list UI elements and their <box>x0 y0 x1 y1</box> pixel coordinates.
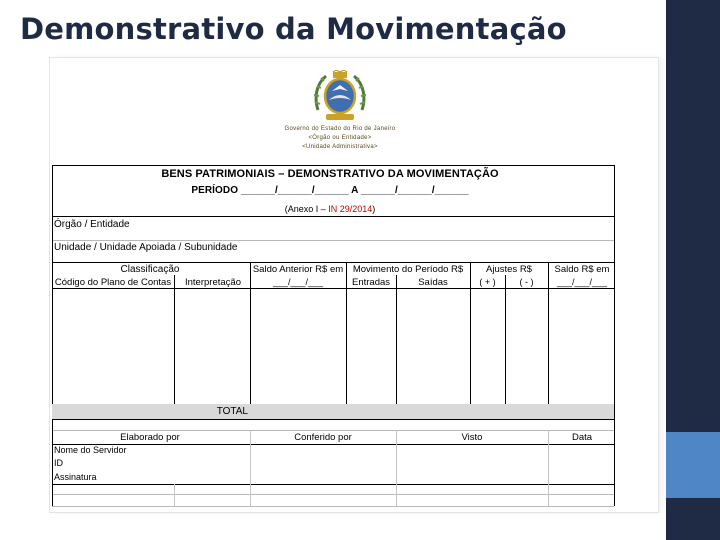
anexo-suffix: ) <box>372 204 376 214</box>
rule-left <box>52 165 53 506</box>
saldo-em-header: Saldo R$ em <box>554 264 610 275</box>
saldo-anterior-date: ___/___/___ <box>272 277 324 287</box>
gov-line-orgao: <Órgão ou Entidade> <box>308 135 372 141</box>
movimento-header: Movimento do Período R$ <box>352 264 464 275</box>
elaborado-label: Elaborado por <box>120 432 180 443</box>
total-label: TOTAL <box>216 406 248 417</box>
rule-table-top <box>52 262 614 263</box>
rule-orgao-top <box>52 216 614 217</box>
sig-col-extra <box>174 484 175 506</box>
id-label: ID <box>54 458 63 468</box>
saidas-header: Saídas <box>418 277 448 288</box>
form-title: BENS PATRIMONIAIS – DEMONSTRATIVO DA MOVIMENTAÇÃO <box>161 168 499 180</box>
period-line: PERÍODO ______/______/______ A ______/______/______ <box>191 185 469 196</box>
conferido-label: Conferido por <box>294 432 352 443</box>
rule-extra <box>52 494 614 495</box>
rule-title-top <box>52 165 614 166</box>
rule-total-bottom <box>52 419 614 420</box>
data-label: Data <box>571 432 593 443</box>
rule-sig-bottom <box>52 484 614 485</box>
orgao-label: Órgão / Entidade <box>54 219 130 230</box>
rule-sig-top <box>52 430 614 431</box>
col-saidas-divider <box>396 275 397 404</box>
unidade-label: Unidade / Unidade Apoiada / Subunidade <box>54 242 238 253</box>
gov-line-state: Governo do Estado do Rio de Janeiro <box>284 126 396 132</box>
state-crest-icon <box>312 70 368 124</box>
right-accent-block <box>666 432 720 498</box>
assinatura-label: Assinatura <box>54 472 97 482</box>
nome-servidor-label: Nome do Servidor <box>54 445 127 455</box>
visto-label: Visto <box>461 432 483 443</box>
interpretacao-header: Interpretação <box>185 277 241 288</box>
rule-right <box>614 165 615 506</box>
rule-extra-2 <box>52 506 614 507</box>
gov-line-unidade: <Unidade Administrativa> <box>302 144 378 150</box>
ajuste-plus-header: ( + ) <box>479 277 496 287</box>
classificacao-header: Classificação <box>120 264 180 275</box>
codigo-header: Código do Plano de Contas <box>54 277 172 288</box>
saldo-anterior-header: Saldo Anterior R$ em <box>252 264 344 275</box>
anexo-reference <box>200 204 460 214</box>
total-row-band <box>52 404 614 419</box>
ajuste-minus-header: ( - ) <box>519 277 534 287</box>
slide-title: Demonstrativo da Movimentação <box>20 12 567 46</box>
ajustes-header: Ajustes R$ <box>486 264 532 275</box>
anexo-prefix: (Anexo I – <box>284 204 329 214</box>
entradas-header: Entradas <box>351 277 391 288</box>
rule-table-header-bottom <box>52 288 614 289</box>
col-ajuste-minus-divider <box>505 275 506 404</box>
rule-unidade-top <box>52 240 614 241</box>
col-codigo-divider <box>174 275 175 404</box>
rule-sig-header <box>52 444 614 445</box>
anexo-in-ref: IN 29/2014 <box>328 204 373 214</box>
saldo-em-date: ___/___/___ <box>556 277 608 287</box>
